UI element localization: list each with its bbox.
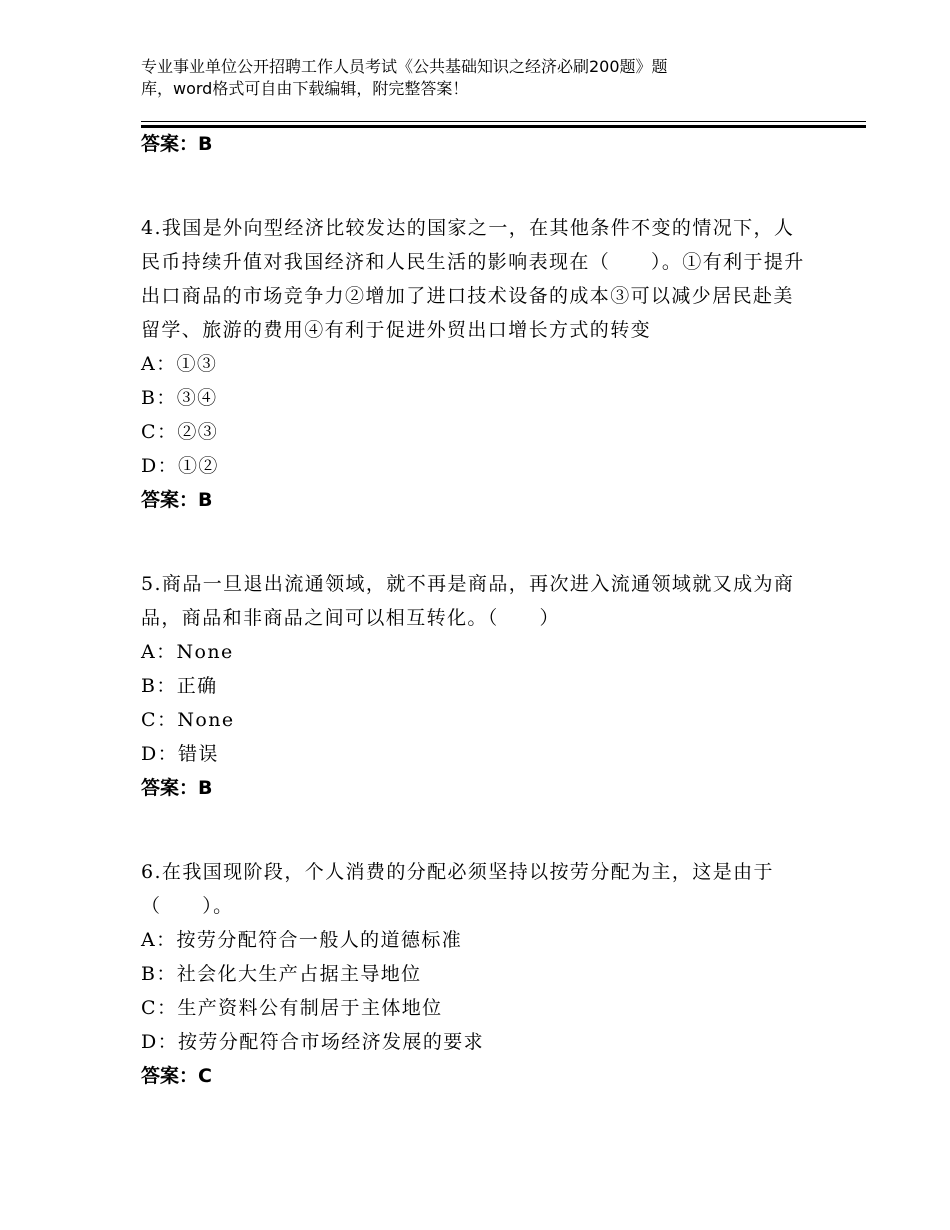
question-4 bbox=[141, 211, 811, 517]
previous-answer: 答案：B bbox=[141, 133, 213, 155]
option-a: A：按劳分配符合一般人的道德标准 bbox=[141, 929, 463, 951]
header-title-line-2: 库，word格式可自由下载编辑，附完整答案！ bbox=[141, 79, 469, 98]
option-c: C：生产资料公有制居于主体地位 bbox=[141, 997, 443, 1019]
question-answer: 答案：B bbox=[141, 777, 213, 799]
page-header bbox=[141, 56, 841, 100]
option-b: B：正确 bbox=[141, 675, 218, 697]
question-stem: 5.商品一旦退出流通领域，就不再是商品，再次进入流通领域就又成为商品，商品和非商品之间可以相互转化。（ ） bbox=[141, 573, 795, 629]
question-list bbox=[141, 127, 811, 1093]
header-rule-thin bbox=[141, 121, 866, 122]
option-d: D：①② bbox=[141, 455, 219, 477]
question-5 bbox=[141, 567, 811, 805]
header-title-line-1: 专业事业单位公开招聘工作人员考试《公共基础知识之经济必刷200题》题 bbox=[141, 57, 668, 76]
option-b: B：③④ bbox=[141, 387, 218, 409]
option-d: D：按劳分配符合市场经济发展的要求 bbox=[141, 1031, 485, 1053]
question-stem: 4.我国是外向型经济比较发达的国家之一，在其他条件不变的情况下，人民币持续升值对我国经济和人民生活的影响表现在（ ）。①有利于提升出口商品的市场竞争力②增加了进口技术设备的成本③可以减少居民赴美留学、旅游的费用④有利于促进外贸出口增长方式的转变 bbox=[141, 217, 805, 341]
option-c: C：②③ bbox=[141, 421, 219, 443]
option-a: A：①③ bbox=[141, 353, 218, 375]
question-6 bbox=[141, 855, 811, 1093]
option-c: C：None bbox=[141, 709, 235, 731]
question-stem: 6.在我国现阶段，个人消费的分配必须坚持以按劳分配为主，这是由于（ ）。 bbox=[141, 861, 774, 917]
question-answer: 答案：B bbox=[141, 489, 213, 511]
option-b: B：社会化大生产占据主导地位 bbox=[141, 963, 422, 985]
option-a: A：None bbox=[141, 641, 234, 663]
question-answer: 答案：C bbox=[141, 1065, 212, 1087]
option-d: D：错误 bbox=[141, 743, 219, 765]
